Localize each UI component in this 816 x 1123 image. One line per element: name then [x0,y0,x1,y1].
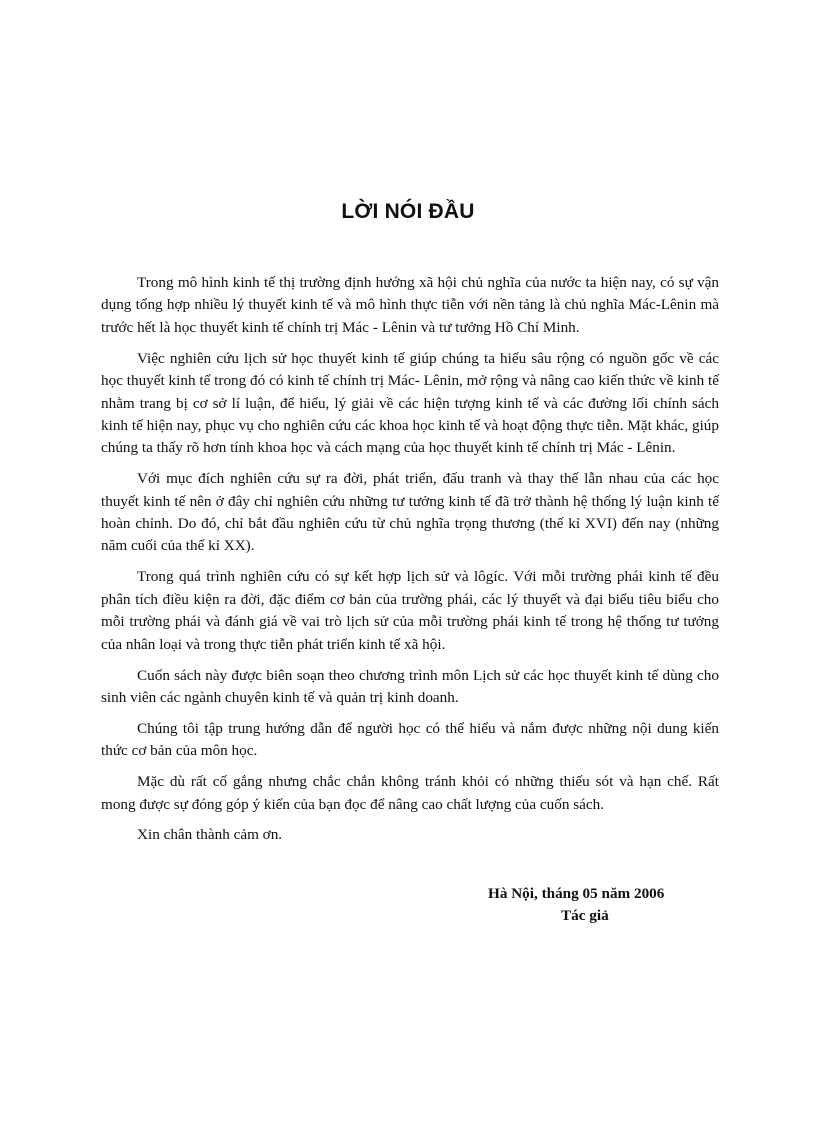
paragraph: Xin chân thành cảm ơn. [137,826,283,844]
signature-author: Tác giả [561,907,609,925]
paragraph: Cuốn sách này được biên soạn theo chương trình môn Lịch sử các học thuyết kinh tế dùng cho sinh viên các ngành chuyên kinh tế và quản trị kinh doanh. [101,666,719,706]
page-title: LỜI NÓI ĐẦU [341,200,475,223]
paragraph: Mặc dù rất cố gắng nhưng chắc chắn không tránh khỏi có những thiếu sót và hạn chế. Rất mong được sự đóng góp ý kiến của bạn đọc để nâng cao chất lượng của cuốn sách. [101,773,719,813]
paragraph: Trong mô hình kinh tế thị trường định hướng xã hội chủ nghĩa của nước ta hiện nay, có sự vận dụng tổng hợp nhiều lý thuyết kinh tế và mô hình thực tiễn với nền tảng là chủ nghĩa Mác-Lênin mà trước hết là học thuyết kinh tế chính trị Mác - Lênin và tư tưởng Hồ Chí Minh. [101,274,719,336]
paragraph: Chúng tôi tập trung hướng dẫn để người học có thể hiểu và nắm được những nội dung kiến thức cơ bản của môn học. [101,719,719,760]
signature-place-date: Hà Nội, tháng 05 năm 2006 [488,885,665,902]
paragraph: Trong quá trình nghiên cứu có sự kết hợp lịch sử và lôgíc. Với mỗi trường phái kinh tế đều phân tích điều kiện ra đời, đặc điểm cơ bản của trường phái, các lý thuyết và đại biểu tiêu biểu cho mỗi trường phái và đánh giá về vai trò lịch sử của mỗi trường phái kinh tế trong hệ thống tư tưởng của nhân loại và trong thực tiễn phát triển kinh tế xã hội. [101,568,719,653]
paragraph: Với mục đích nghiên cứu sự ra đời, phát triển, đấu tranh và thay thế lẫn nhau của các học thuyết kinh tế nên ở đây chỉ nghiên cứu những tư tưởng kinh tế đã trở thành hệ thống lý luận kinh tế hoàn chỉnh. Do đó, chỉ bắt đầu nghiên cứu từ chủ nghĩa trọng thương (thế kỉ XVI) đến nay (những năm cuối của thế kỉ XX). [101,470,719,555]
preface-body [101,272,719,855]
paragraph: Việc nghiên cứu lịch sử học thuyết kinh tế giúp chúng ta hiểu sâu rộng có nguồn gốc về các học thuyết kinh tế trong đó có kinh tế chính trị Mác- Lênin, mở rộng và nâng cao kiến thức về kinh tế nhằm trang bị cơ sở lí luận, để hiểu, lý giải về các hiện tượng kinh tế và các đường lối chính sách kinh tế hiện nay, phục vụ cho nghiên cứu các khoa học kinh tế và hoạt động thực tiễn. Mặt khác, giúp chúng ta thấy rõ hơn tính khoa học và cách mạng của học thuyết kinh tế chính trị Mác - Lênin. [101,349,719,457]
signature-block [470,883,700,928]
